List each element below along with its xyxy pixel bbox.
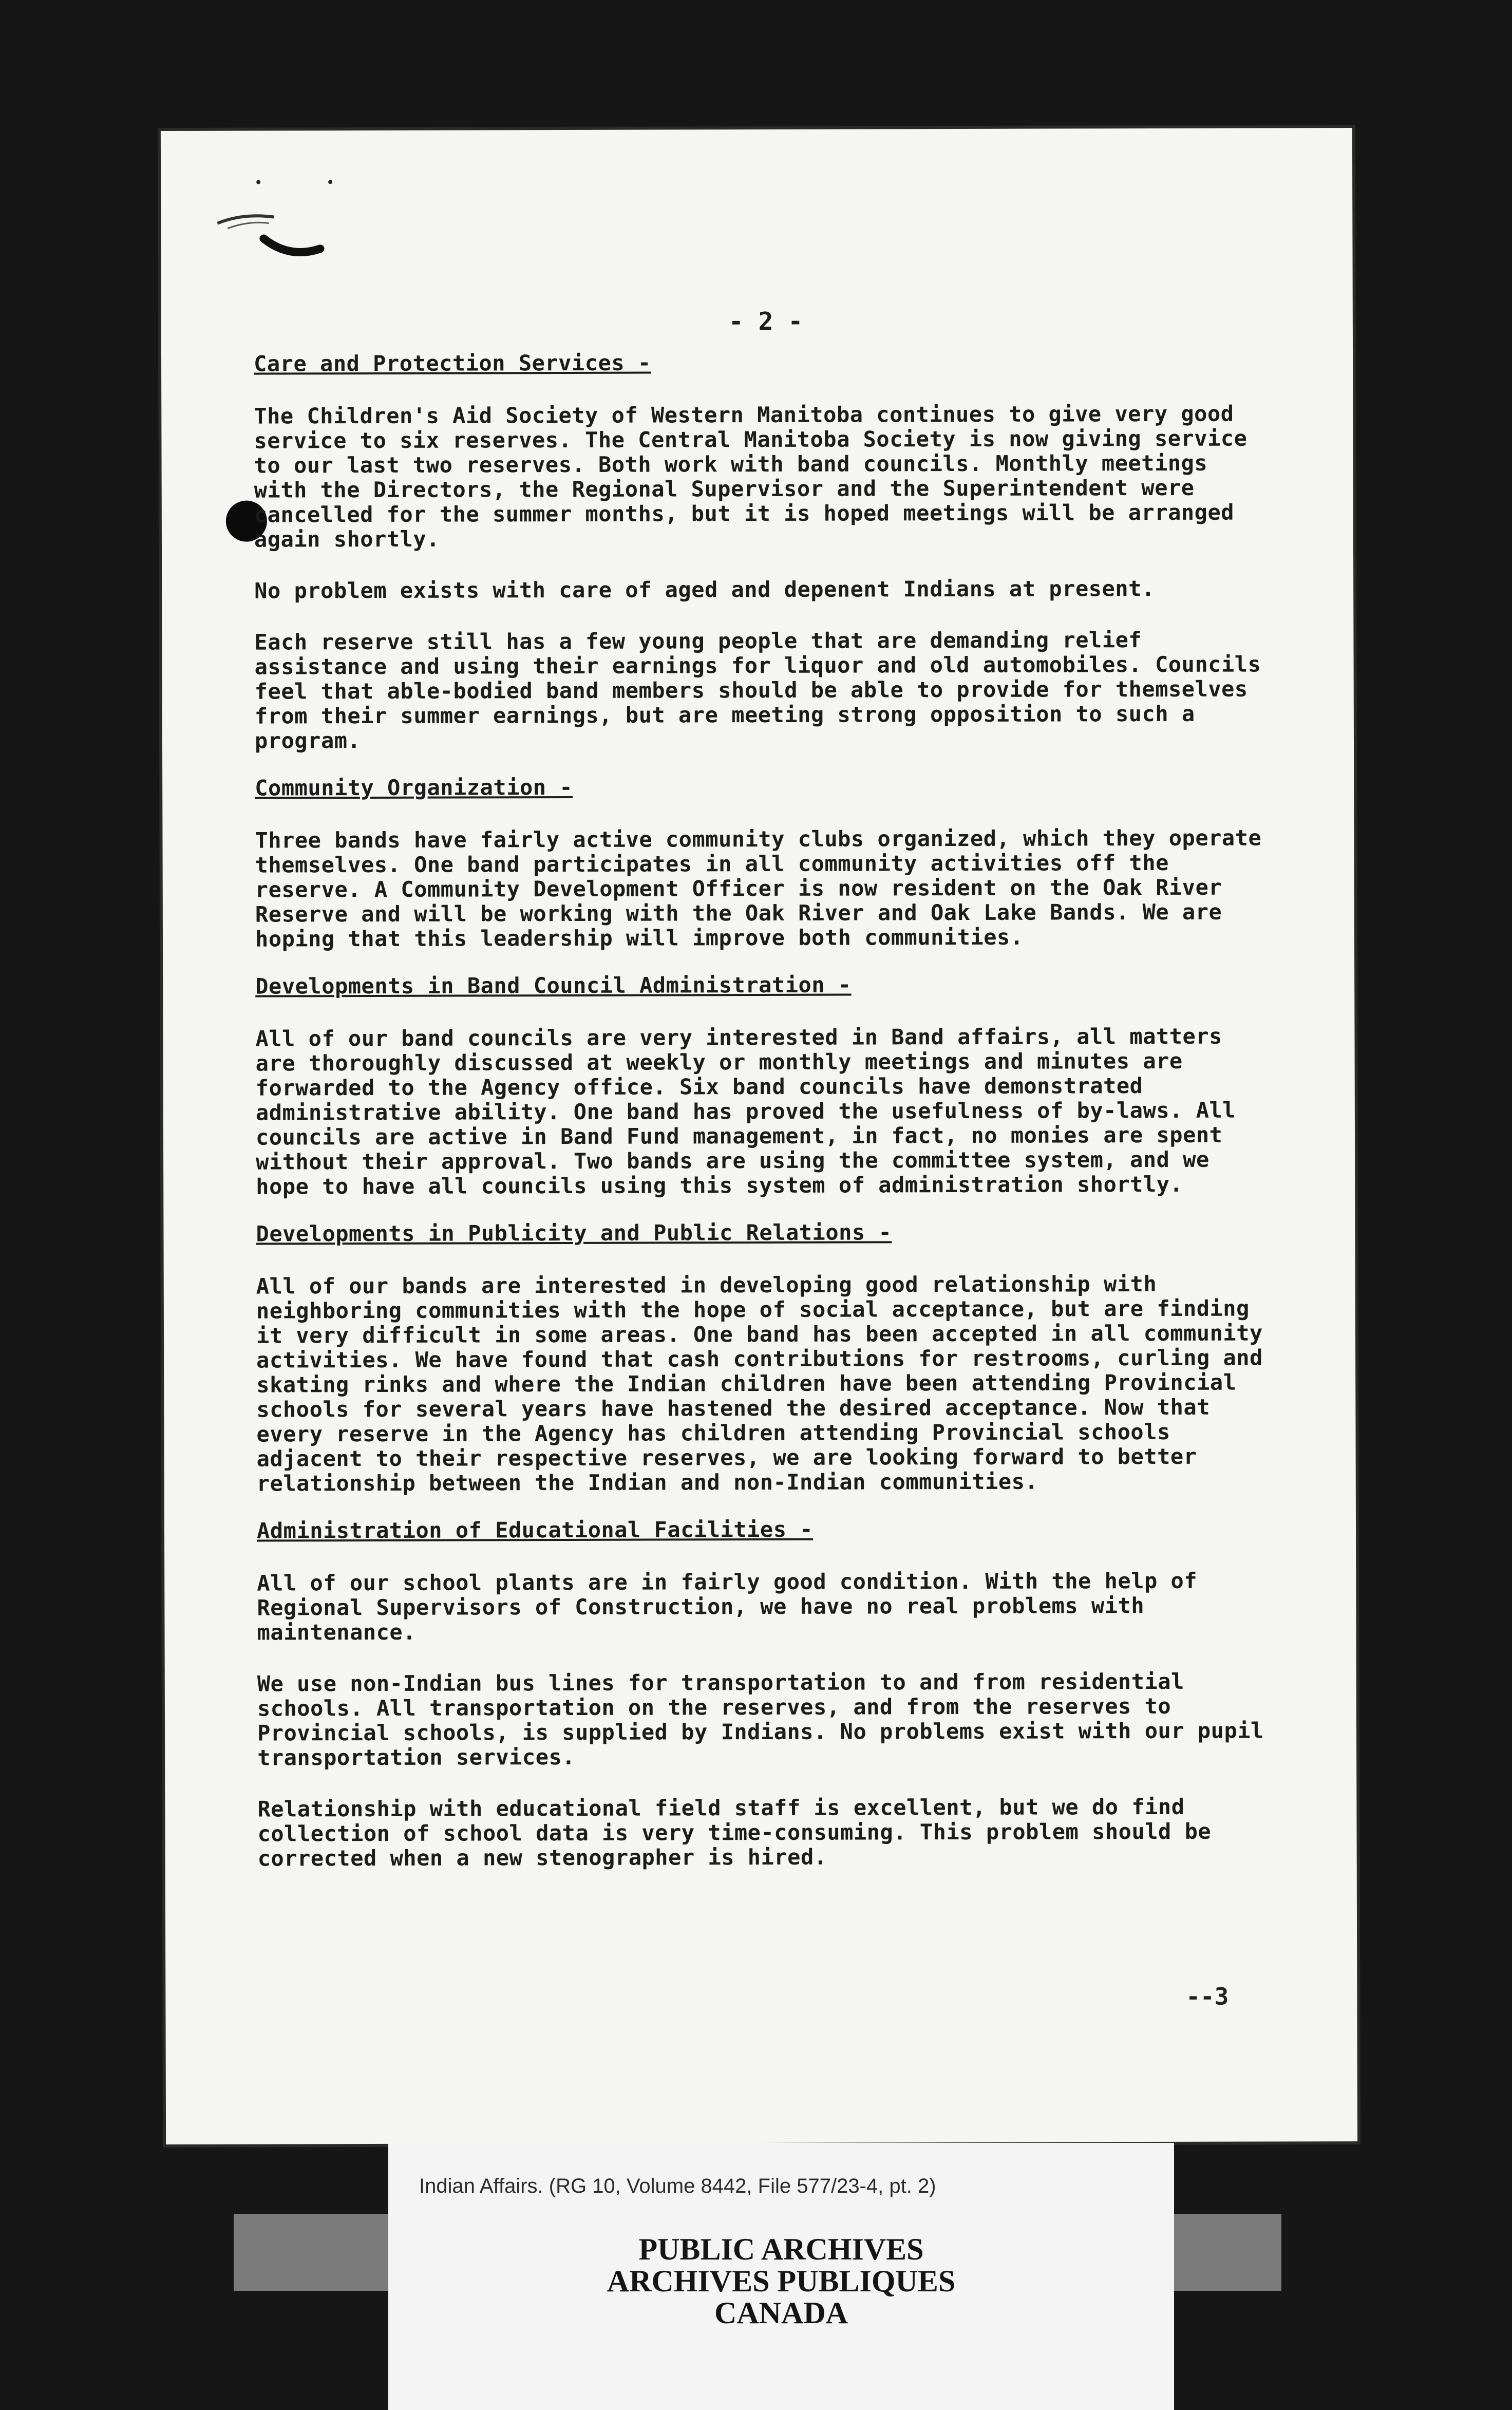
- paragraph: No problem exists with care of aged and depenent Indians at present.: [254, 575, 1155, 604]
- paragraph: All of our school plants are in fairly good condition. With the help of Regional Supervisors of Construction, we have no real problems with maintenance.: [257, 1568, 1198, 1645]
- section-heading: Care and Protection Services -: [253, 350, 651, 376]
- paragraph: Three bands have fairly active community clubs organized, which they operate themselves. One band participates in all community activities off the reserve. A Community Development Officer is now resident on the Oak River Reserve and will be working with the Oak River and Oak Lake Bands. We are hoping that this leadership will improve both communities.: [255, 825, 1262, 952]
- stamp-line: CANADA: [714, 2296, 848, 2330]
- section-heading: Community Organization -: [255, 774, 573, 801]
- document-page: [161, 128, 1357, 2144]
- section-public-relations: [256, 1219, 1273, 1496]
- page-number: - 2 -: [728, 307, 803, 336]
- section-community-organization: [255, 773, 1272, 951]
- paragraph: Each reserve still has a few young people that are demanding relief assistance and using their earnings for liquor and old automobiles. Councils feel that able-bodied band members should be able to provide for themselves from their summer earnings, but are meeting strong opposition to such a program.: [254, 627, 1261, 754]
- document-body: [254, 349, 1275, 1893]
- archive-label: [388, 2143, 1174, 2410]
- archive-stamp: [388, 2233, 1174, 2329]
- continuation-mark: --3: [1186, 1982, 1229, 2010]
- handwritten-mark-icon: [212, 151, 346, 265]
- paragraph: We use non-Indian bus lines for transportation to and from residential schools. All transportation on the reserves, and from the reserves to Provincial schools, is supplied by Indians. No problems exist with our pupil transportation services.: [257, 1668, 1264, 1771]
- section-heading: Developments in Publicity and Public Relations -: [256, 1219, 892, 1247]
- stamp-line: ARCHIVES PUBLIQUES: [607, 2264, 956, 2298]
- paragraph: The Children's Aid Society of Western Manitoba continues to give very good service to six reserves. The Central Manitoba Society is now giving service to our last two reserves. Both work with band councils. Monthly meetings with the Directors, the Regional Supervisor and the Superintendent were cancelled for the summer months, but it is hoped meetings will be arranged again shortly.: [254, 401, 1248, 552]
- paragraph: All of our band councils are very interested in Band affairs, all matters are thoroughly discussed at weekly or monthly meetings and minutes are forwarded to the Agency office. Six band councils have demonstrated administrative ability. One band has proved the usefulness of by-laws. All councils are active in Band Fund management, in fact, no monies are spent without their approval. Two bands are using the committee system, and we hope to have all councils using this system of administration shortly.: [255, 1023, 1236, 1199]
- paragraph: All of our bands are interested in developing good relationship with neighboring communities with the hope of social acceptance, but are finding it very difficult in some areas. One band has been accepted in all community activities. We have found that cash contributions for restrooms, curling and skating rinks and where the Indian children have been attending Provincial schools for several years have hastened the desired acceptance. Now that every reserve in the Agency has children attending Provincial schools adjacent to their respective reserves, we are looking forward to better relationship between the Indian and non-Indian communities.: [256, 1271, 1263, 1496]
- section-heading: Administration of Educational Facilities -: [256, 1516, 814, 1543]
- section-band-council: [255, 971, 1273, 1199]
- section-educational-facilities: [257, 1516, 1275, 1871]
- archive-reference: Indian Affairs. (RG 10, Volume 8442, File 577/23-4, pt. 2): [419, 2175, 936, 2197]
- section-care-protection: [254, 349, 1272, 753]
- section-heading: Developments in Band Council Administration -: [255, 972, 852, 999]
- stamp-line: PUBLIC ARCHIVES: [638, 2232, 924, 2266]
- paragraph: Relationship with educational field staff is excellent, but we do find collection of school data is very time-consuming. This problem should be corrected when a new stenographer is hired.: [257, 1794, 1212, 1871]
